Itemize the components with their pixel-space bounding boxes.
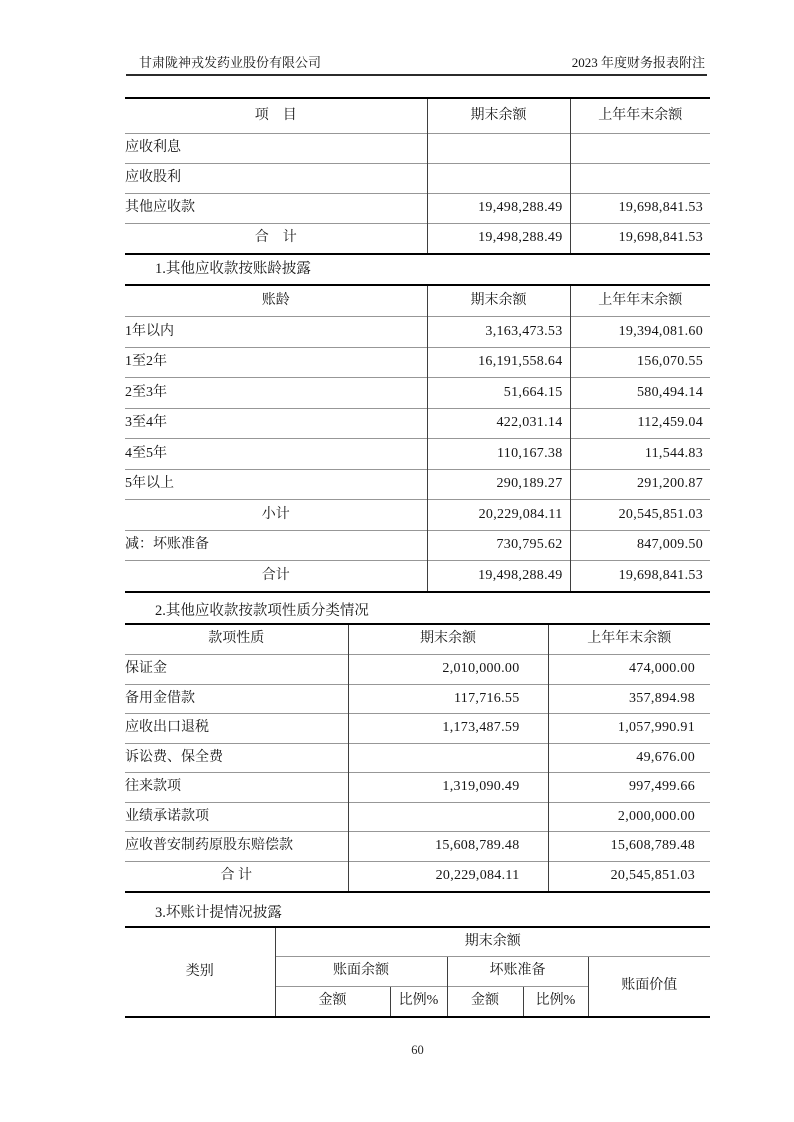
row-label: 往来款项	[125, 773, 348, 803]
amount-cell: 1,173,487.59	[348, 714, 548, 744]
amount-cell: 19,498,288.49	[427, 561, 570, 592]
row-label: 诉讼费、保全费	[125, 743, 348, 773]
row-label: 应收利息	[125, 133, 427, 163]
amount-cell: 997,499.66	[548, 773, 710, 803]
row-label: 5年以上	[125, 469, 427, 500]
table-row	[125, 408, 710, 439]
amount-cell: 16,191,558.64	[427, 347, 570, 378]
column-header: 账龄	[261, 292, 290, 308]
section-heading-aging: 1.其他应收款按账龄披露	[155, 261, 311, 277]
table-row	[125, 743, 710, 773]
empty-cell	[570, 133, 710, 163]
row-label: 业绩承诺款项	[125, 802, 348, 832]
table-aging-analysis	[125, 284, 710, 593]
column-header: 期末余额	[348, 625, 548, 655]
table-total-row	[125, 861, 710, 891]
table-row	[125, 317, 710, 348]
amount-cell: 20,545,851.03	[570, 500, 710, 531]
table-row	[125, 802, 710, 832]
report-title: 2023 年度财务报表附注	[571, 55, 705, 70]
row-label: 应收普安制药原股东赔偿款	[125, 832, 348, 862]
amount-cell: 580,494.14	[570, 378, 710, 409]
amount-cell: 156,070.55	[570, 347, 710, 378]
table-row	[125, 133, 710, 163]
amount-cell: 112,459.04	[570, 408, 710, 439]
column-header: 金额	[447, 986, 523, 1016]
amount-cell: 2,010,000.00	[348, 655, 548, 685]
empty-cell	[427, 133, 570, 163]
table-total-row	[125, 561, 710, 592]
column-header: 账面余额	[275, 956, 447, 986]
row-label: 3至4年	[125, 408, 427, 439]
column-header: 上年年末余额	[548, 625, 710, 655]
amount-cell: 117,716.55	[348, 684, 548, 714]
table-row	[125, 714, 710, 744]
column-header: 类别	[185, 963, 214, 979]
amount-cell: 20,229,084.11	[348, 861, 548, 891]
empty-cell	[348, 743, 548, 773]
table-total-row	[125, 223, 710, 253]
table-bad-debt-provision-header	[125, 926, 710, 1018]
row-label: 合 计	[125, 223, 427, 253]
row-label: 保证金	[125, 655, 348, 685]
row-label: 合 计	[125, 861, 348, 891]
amount-cell: 11,544.83	[570, 439, 710, 470]
table-other-receivables-summary	[125, 97, 710, 255]
amount-cell: 20,229,084.11	[427, 500, 570, 531]
amount-cell: 49,676.00	[548, 743, 710, 773]
amount-cell: 474,000.00	[548, 655, 710, 685]
page-number: 60	[411, 1043, 424, 1057]
row-label: 4至5年	[125, 439, 427, 470]
amount-cell: 110,167.38	[427, 439, 570, 470]
table-header-row	[125, 928, 710, 956]
row-label: 1至2年	[125, 347, 427, 378]
table-header-row	[125, 286, 710, 317]
amount-cell: 19,498,288.49	[427, 193, 570, 223]
amount-cell: 51,664.15	[427, 378, 570, 409]
table-row	[125, 684, 710, 714]
amount-cell: 1,319,090.49	[348, 773, 548, 803]
row-label: 应收出口退税	[125, 714, 348, 744]
amount-cell: 19,698,841.53	[570, 223, 710, 253]
column-header: 账面价值	[588, 956, 710, 1016]
amount-cell: 847,009.50	[570, 530, 710, 561]
empty-cell	[570, 163, 710, 193]
amount-cell: 291,200.87	[570, 469, 710, 500]
row-label: 其他应收款	[125, 193, 427, 223]
row-label: 应收股利	[125, 163, 427, 193]
table-row	[125, 469, 710, 500]
column-header: 款项性质	[208, 631, 265, 647]
amount-cell: 19,498,288.49	[427, 223, 570, 253]
column-header: 比例%	[523, 986, 588, 1016]
column-header: 期末余额	[427, 286, 570, 317]
empty-cell	[348, 802, 548, 832]
table-payment-nature	[125, 623, 710, 893]
company-name: 甘肃陇神戎发药业股份有限公司	[139, 55, 322, 70]
column-header: 项 目	[254, 107, 297, 123]
table-row	[125, 773, 710, 803]
amount-cell: 2,000,000.00	[548, 802, 710, 832]
amount-cell: 357,894.98	[548, 684, 710, 714]
row-label: 2至3年	[125, 378, 427, 409]
table-subtotal-row	[125, 500, 710, 531]
amount-cell: 290,189.27	[427, 469, 570, 500]
amount-cell: 15,608,789.48	[348, 832, 548, 862]
column-header: 上年年末余额	[570, 99, 710, 133]
table-row	[125, 378, 710, 409]
row-label: 1年以内	[125, 317, 427, 348]
table-header-row	[125, 625, 710, 655]
amount-cell: 422,031.14	[427, 408, 570, 439]
row-label: 备用金借款	[125, 684, 348, 714]
amount-cell: 19,698,841.53	[570, 193, 710, 223]
amount-cell: 730,795.62	[427, 530, 570, 561]
table-row	[125, 832, 710, 862]
column-header: 比例%	[390, 986, 447, 1016]
table-row	[125, 530, 710, 561]
amount-cell: 19,698,841.53	[570, 561, 710, 592]
table-row	[125, 347, 710, 378]
row-label: 小计	[125, 500, 427, 531]
column-header: 上年年末余额	[570, 286, 710, 317]
empty-cell	[427, 163, 570, 193]
amount-cell: 19,394,081.60	[570, 317, 710, 348]
amount-cell: 20,545,851.03	[548, 861, 710, 891]
table-row	[125, 193, 710, 223]
column-header: 金额	[275, 986, 390, 1016]
table-row	[125, 163, 710, 193]
table-row	[125, 655, 710, 685]
row-label: 减：坏账准备	[125, 530, 427, 561]
column-header: 期末余额	[427, 99, 570, 133]
section-heading-nature: 2.其他应收款按款项性质分类情况	[155, 603, 369, 619]
table-row	[125, 439, 710, 470]
amount-cell: 3,163,473.53	[427, 317, 570, 348]
row-label: 合计	[125, 561, 427, 592]
section-heading-bad-debt: 3.坏账计提情况披露	[155, 905, 282, 921]
page-header	[126, 54, 707, 76]
amount-cell: 15,608,789.48	[548, 832, 710, 862]
table-header-row	[125, 99, 710, 133]
column-header: 期末余额	[275, 928, 710, 956]
column-header: 坏账准备	[447, 956, 588, 986]
amount-cell: 1,057,990.91	[548, 714, 710, 744]
